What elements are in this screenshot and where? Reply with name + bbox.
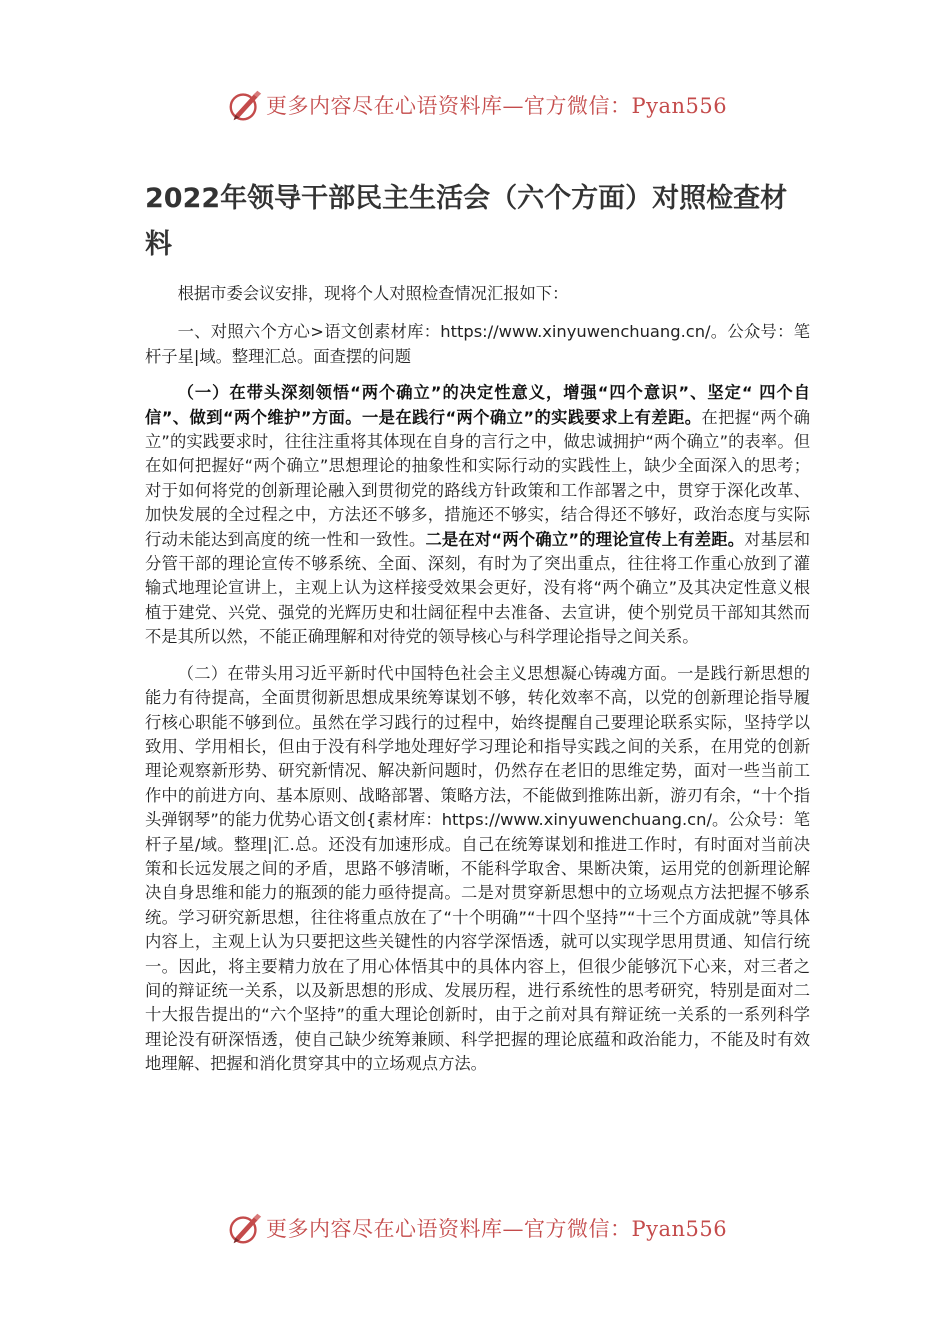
pen-logo-icon bbox=[226, 1209, 264, 1247]
paragraph-1 bbox=[145, 381, 810, 649]
intro-paragraph: 根据市委会议安排，现将个人对照检查情况汇报如下： bbox=[177, 284, 569, 303]
header-watermark-banner bbox=[0, 83, 950, 127]
paragraph-1-text: 在把握“两个确立”的实践要求时，往往注重将其体现在自身的言行之中，做忠诚拥护“两个确立”的表率。但在如何把握好“两个确立”思想理论的抽象性和实际行动的实践性上，缺少全面深入的思考；对于如何将党的创新理论融入到贯彻党的路线方针政策和工作部署之中，贯穿于深化改革、加快发展的全过程之中，方法还不够多，措施还不够实，结合得还不够好，政治态度与实际行动未能达到高度的统一性和一致性。 bbox=[145, 407, 810, 549]
section-heading: 一、对照六个方心>语文创素材库：https://www.xinyuwenchuang.cn/。公众号：笔杆子星|域。整理汇总。面查摆的问题 bbox=[145, 322, 810, 366]
document-body bbox=[145, 282, 810, 1077]
pen-logo-icon bbox=[226, 86, 264, 124]
footer-watermark-banner bbox=[0, 1206, 950, 1250]
paragraph-1-text-second: 对基层和分管干部的理论宣传不够系统、全面、深刻，有时为了突出重点，往往将工作重心放到了灌输式地理论宣讲上，主观上认为这样接受效果会更好，没有将“两个确立”及其决定性意义根植于建党、兴党、强党的光辉历史和壮阔征程中去准备、去宣讲，使个别党员干部知其然而不是其所以然，不能正确理解和对待党的领导核心与科学理论指导之间关系。 bbox=[145, 529, 810, 647]
watermark-text: 更多内容尽在心语资料库—官方微信：Pyan556 bbox=[266, 1217, 728, 1241]
watermark-text: 更多内容尽在心语资料库—官方微信：Pyan556 bbox=[266, 94, 728, 118]
paragraph-1-bold-second: 二是在对“两个确立”的理论宣传上有差距。 bbox=[425, 529, 745, 549]
paragraph-1-bold-lead: （一）在带头深刻领悟“两个确立”的决定性意义，增强“四个意识”、坚定“ 四个自信”、做到“两个维护”方面。一是在践行“两个确立”的实践要求上有差距。 bbox=[145, 383, 810, 427]
document-title: 2022年领导干部民主生活会（六个方面）对照检查材料 bbox=[145, 183, 788, 260]
paragraph-2: （二）在带头用习近平新时代中国特色社会主义思想凝心铸魂方面。一是践行新思想的能力有待提高，全面贯彻新思想成果统筹谋划不够，转化效率不高，以党的创新理论指导履行核心职能不够到位。虽然在学习践行的过程中，始终提醒自己要理论联系实际，坚持学以致用、学用相长，但由于没有科学地处理好学习理论和指导实践之间的关系，在用党的创新理论观察新形势、研究新情况、解决新问题时，仍然存在老旧的思维定势，面对一些当前工作中的前进方向、基本原则、战略部署、策略方法，不能做到推陈出新，游刃有余，“十个指头弹钢琴”的能力优势心语文创{素材库：https://www.xinyuwenchuang.cn/。公众号：笔杆子星/域。整理|汇.总。还没有加速形成。自己在统筹谋划和推进工作时，有时面对当前决策和长远发展之间的矛盾，思路不够清晰，不能科学取舍、果断决策，运用党的创新理论解决自身思维和能力的瓶颈的能力亟待提高。二是对贯穿新思想中的立场观点方法把握不够系统。学习研究新思想，往往将重点放在了“十个明确”“十四个坚持”“十三个方面成就”等具体内容上，主观上认为只要把这些关键性的内容学深悟透，就可以实现学思用贯通、知信行统一。因此，将主要精力放在了用心体悟其中的具体内容上，但很少能够沉下心来，对三者之间的辩证统一关系，以及新思想的形成、发展历程，进行系统性的思考研究，特别是面对二十大报告提出的“六个坚持”的重大理论创新时，由于之前对具有辩证统一关系的一系列科学理论没有研深悟透，使自己缺少统筹兼顾、科学把握的理论底蕴和政治能力，不能及时有效地理解、把握和消化贯穿其中的立场观点方法。 bbox=[145, 663, 810, 1074]
